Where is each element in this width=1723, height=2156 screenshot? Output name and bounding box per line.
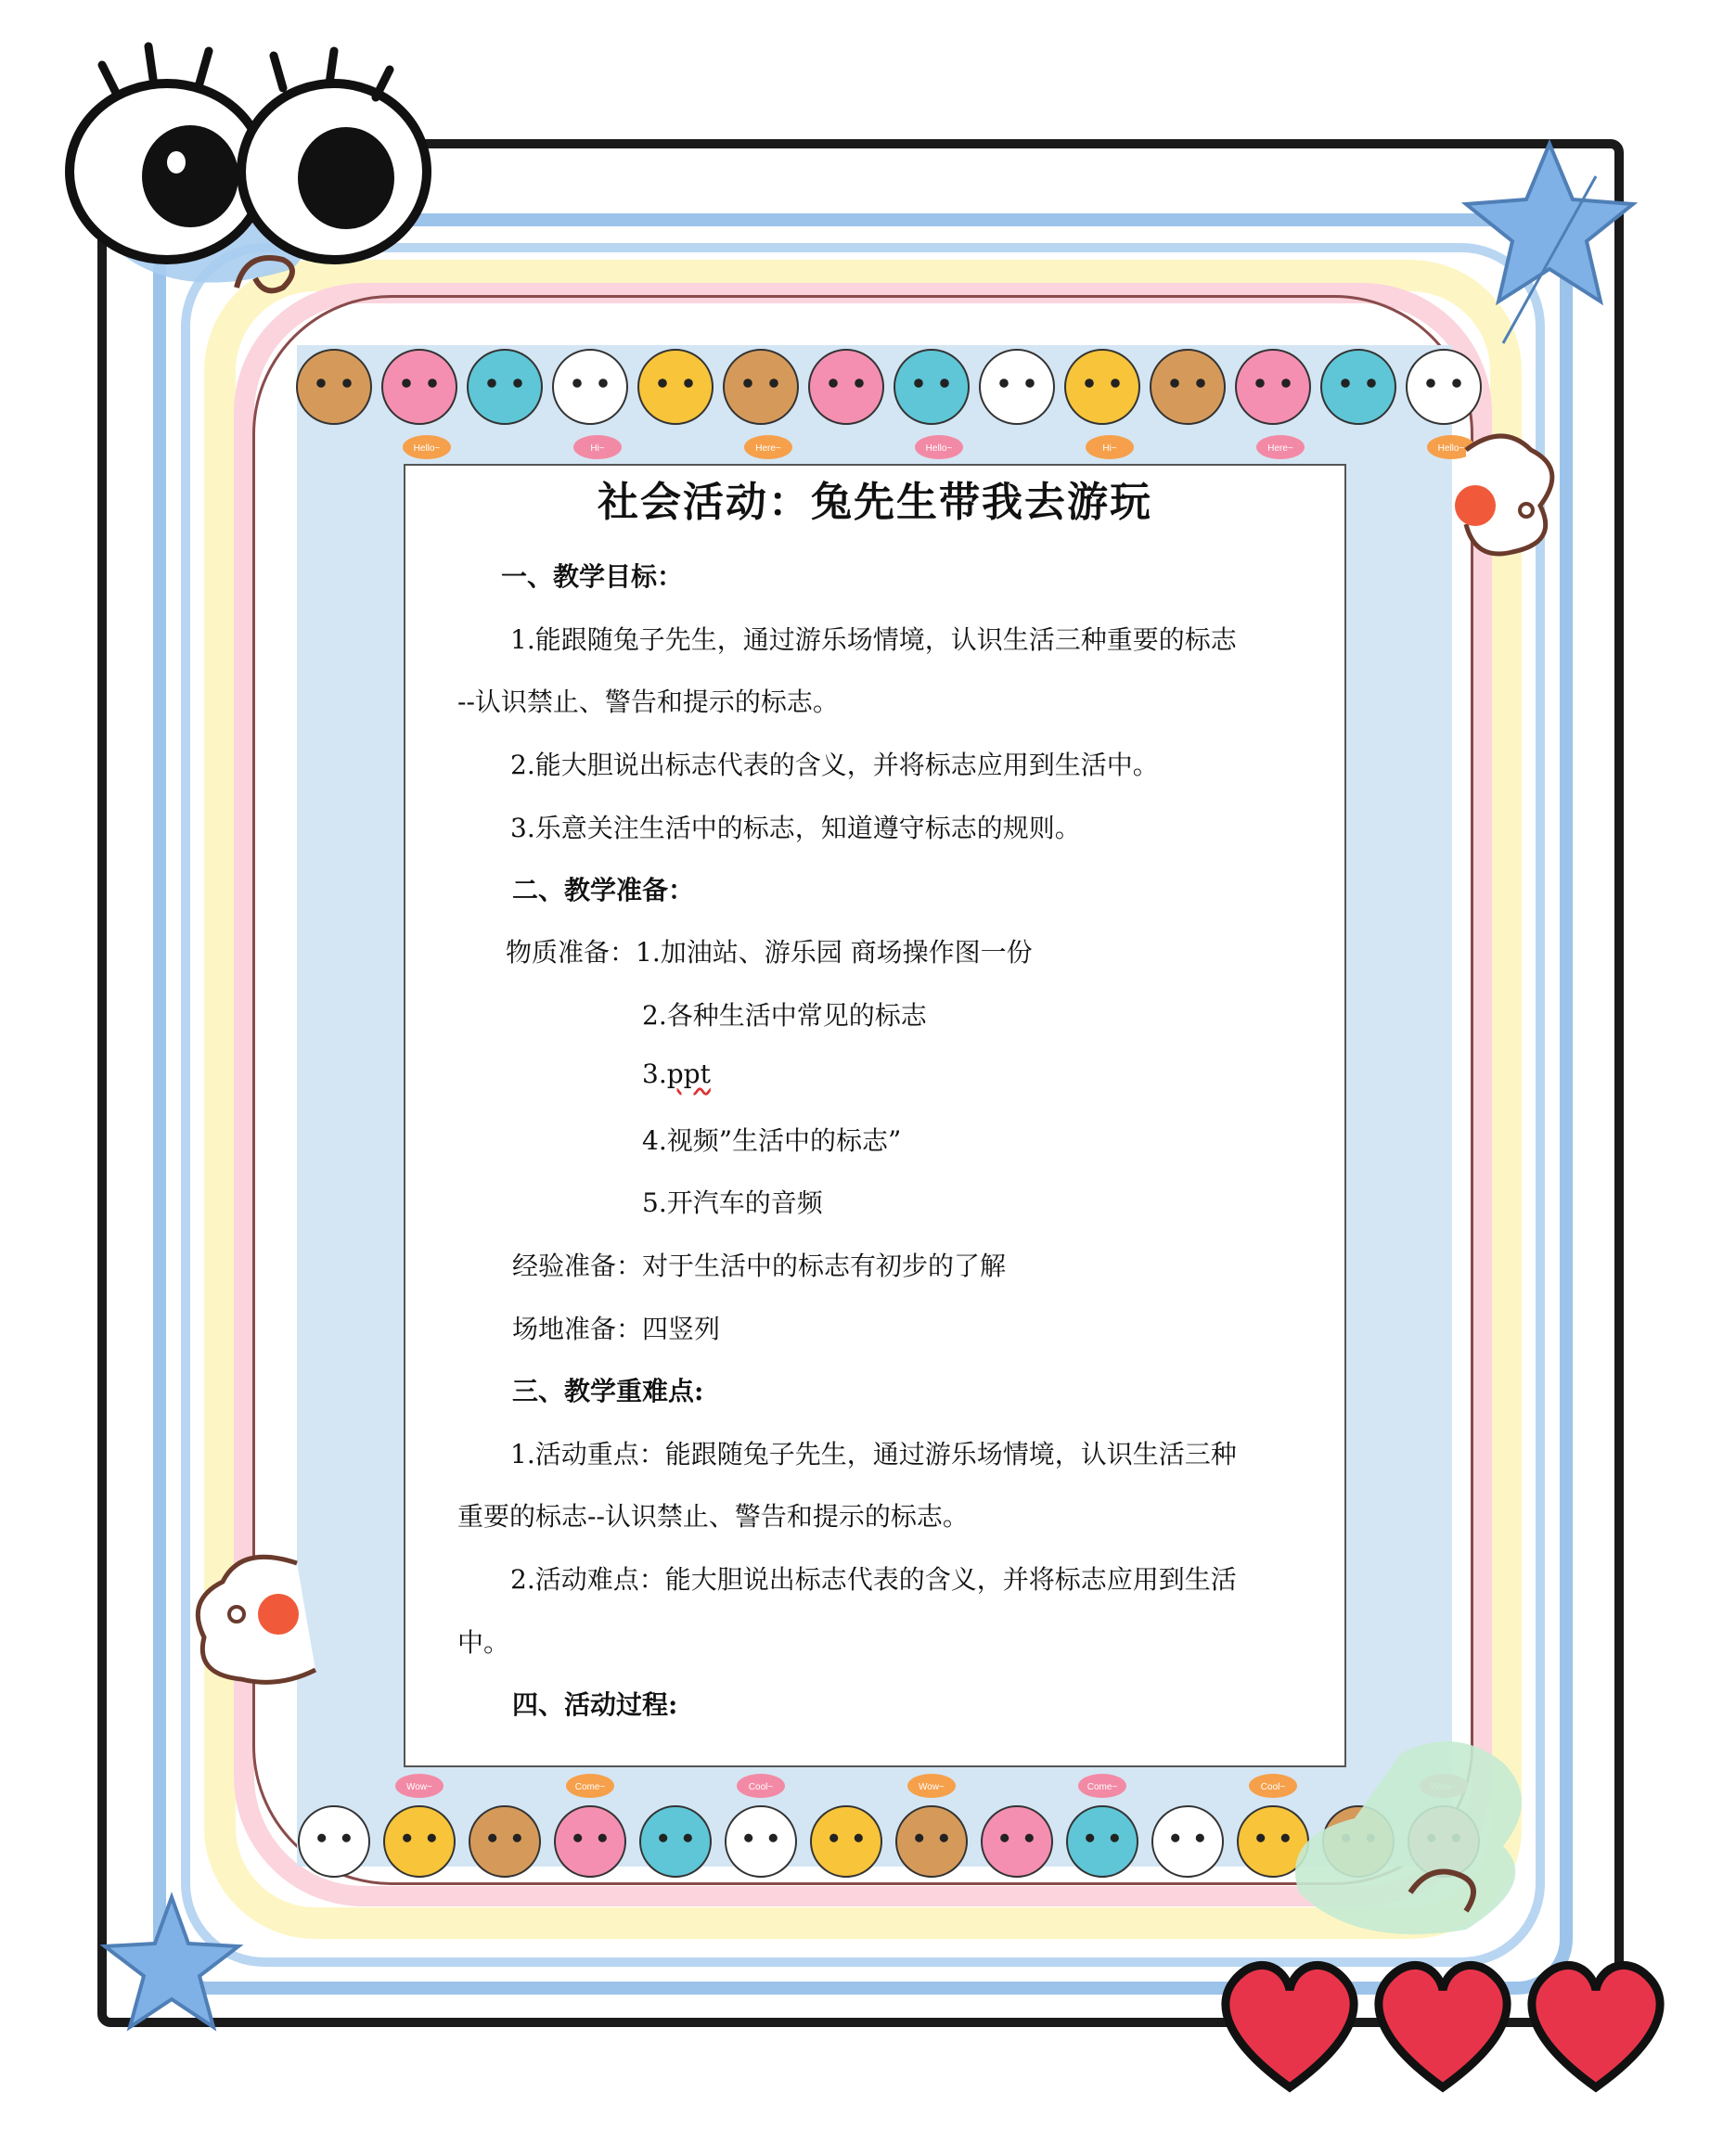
section-heading-key-points: 三、教学重难点: xyxy=(512,1376,704,1406)
flower-icon xyxy=(1447,422,1559,571)
speech-bubble xyxy=(403,435,451,459)
material-item: 3.ppt xyxy=(642,1059,711,1089)
section-heading-process: 四、活动过程: xyxy=(512,1689,678,1720)
star-icon xyxy=(1457,139,1642,306)
svg-text:Here~: Here~ xyxy=(755,443,781,454)
speech-bubble xyxy=(566,1774,614,1798)
speech-bubble xyxy=(573,435,622,459)
key-point-line: 重要的标志--认识禁止、警告和提示的标志。 xyxy=(457,1501,969,1532)
venue-line: 场地准备：四竖列 xyxy=(512,1314,721,1344)
material-item: 5.开汽车的音频 xyxy=(642,1187,823,1218)
monkey-icon xyxy=(1151,350,1225,424)
elephant-icon xyxy=(468,350,542,424)
speech-bubble xyxy=(907,1774,956,1798)
speech-bubble xyxy=(1078,1774,1126,1798)
hearts-decoration xyxy=(1215,1948,1670,2097)
goal-line: --认识禁止、警告和提示的标志。 xyxy=(457,687,839,717)
panda-icon xyxy=(299,1806,369,1877)
pig-icon xyxy=(809,350,883,424)
section-heading-preparation: 二、教学准备： xyxy=(512,875,695,905)
tiger-icon xyxy=(811,1806,881,1877)
material-item: 4.视频”生活中的标志” xyxy=(642,1125,902,1156)
monkey-icon xyxy=(469,1806,540,1877)
animal-border-top xyxy=(297,345,1465,466)
star-icon xyxy=(97,1893,246,2032)
svg-text:Wow~: Wow~ xyxy=(919,1782,945,1792)
panda-icon xyxy=(980,350,1054,424)
animal-border-bottom xyxy=(297,1767,1452,1867)
speech-bubble xyxy=(744,435,792,459)
material-item: 2.各种生活中常见的标志 xyxy=(642,1000,927,1031)
panda-icon xyxy=(1152,1806,1223,1877)
speech-bubble xyxy=(1086,435,1134,459)
elephant-icon xyxy=(894,350,969,424)
pig-icon xyxy=(1236,350,1310,424)
svg-text:Here~: Here~ xyxy=(1267,443,1293,454)
svg-text:Hello~: Hello~ xyxy=(1437,443,1465,454)
experience-line: 经验准备：对于生活中的标志有初步的了解 xyxy=(512,1251,1007,1281)
tiger-icon xyxy=(1065,350,1139,424)
svg-text:Cool~: Cool~ xyxy=(748,1782,774,1792)
elephant-icon xyxy=(640,1806,711,1877)
svg-text:Wow~: Wow~ xyxy=(406,1782,432,1792)
svg-text:Come~: Come~ xyxy=(574,1782,606,1792)
speech-bubble xyxy=(915,435,963,459)
flower-icon xyxy=(186,1545,315,1693)
svg-text:Come~: Come~ xyxy=(1087,1782,1118,1792)
section-heading-goals: 一、教学目标： xyxy=(501,561,684,592)
svg-text:Cool~: Cool~ xyxy=(1260,1782,1286,1792)
goal-line: 2.能大胆说出标志代表的含义，并将标志应用到生活中。 xyxy=(510,750,1159,780)
speech-bubble xyxy=(395,1774,444,1798)
monkey-icon xyxy=(297,350,371,424)
monkey-icon xyxy=(724,350,798,424)
pig-icon xyxy=(982,1806,1052,1877)
material-label: 物质准备：1.加油站、游乐园 商场操作图一份 xyxy=(506,937,1033,968)
cartoon-eyes-icon xyxy=(51,37,441,278)
key-point-line: 中。 xyxy=(457,1627,510,1658)
ppt-word: ppt xyxy=(666,1059,711,1089)
svg-text:Hi~: Hi~ xyxy=(590,443,605,454)
elephant-icon xyxy=(1067,1806,1138,1877)
svg-text:Hi~: Hi~ xyxy=(1102,443,1117,454)
svg-text:Hello~: Hello~ xyxy=(413,443,441,454)
goal-line: 3.乐意关注生活中的标志，知道遵守标志的规则。 xyxy=(510,813,1081,843)
elephant-icon xyxy=(1321,350,1395,424)
speech-bubble xyxy=(737,1774,785,1798)
svg-text:Hello~: Hello~ xyxy=(925,443,953,454)
tiger-icon xyxy=(638,350,713,424)
speech-bubble xyxy=(1256,435,1305,459)
panda-icon xyxy=(726,1806,796,1877)
key-point-line: 1.活动重点：能跟随兔子先生，通过游乐场情境，认识生活三种 xyxy=(510,1439,1237,1469)
tiger-icon xyxy=(384,1806,455,1877)
pig-icon xyxy=(382,350,456,424)
pig-icon xyxy=(555,1806,625,1877)
goal-line: 1.能跟随兔子先生，通过游乐场情境，认识生活三种重要的标志 xyxy=(510,624,1237,655)
panda-icon xyxy=(553,350,627,424)
monkey-icon xyxy=(896,1806,967,1877)
key-point-line: 2.活动难点：能大胆说出标志代表的含义，并将标志应用到生活 xyxy=(510,1564,1237,1595)
document-title: 社会活动：兔先生带我去游玩 xyxy=(598,479,1152,526)
panda-icon xyxy=(1407,350,1481,424)
